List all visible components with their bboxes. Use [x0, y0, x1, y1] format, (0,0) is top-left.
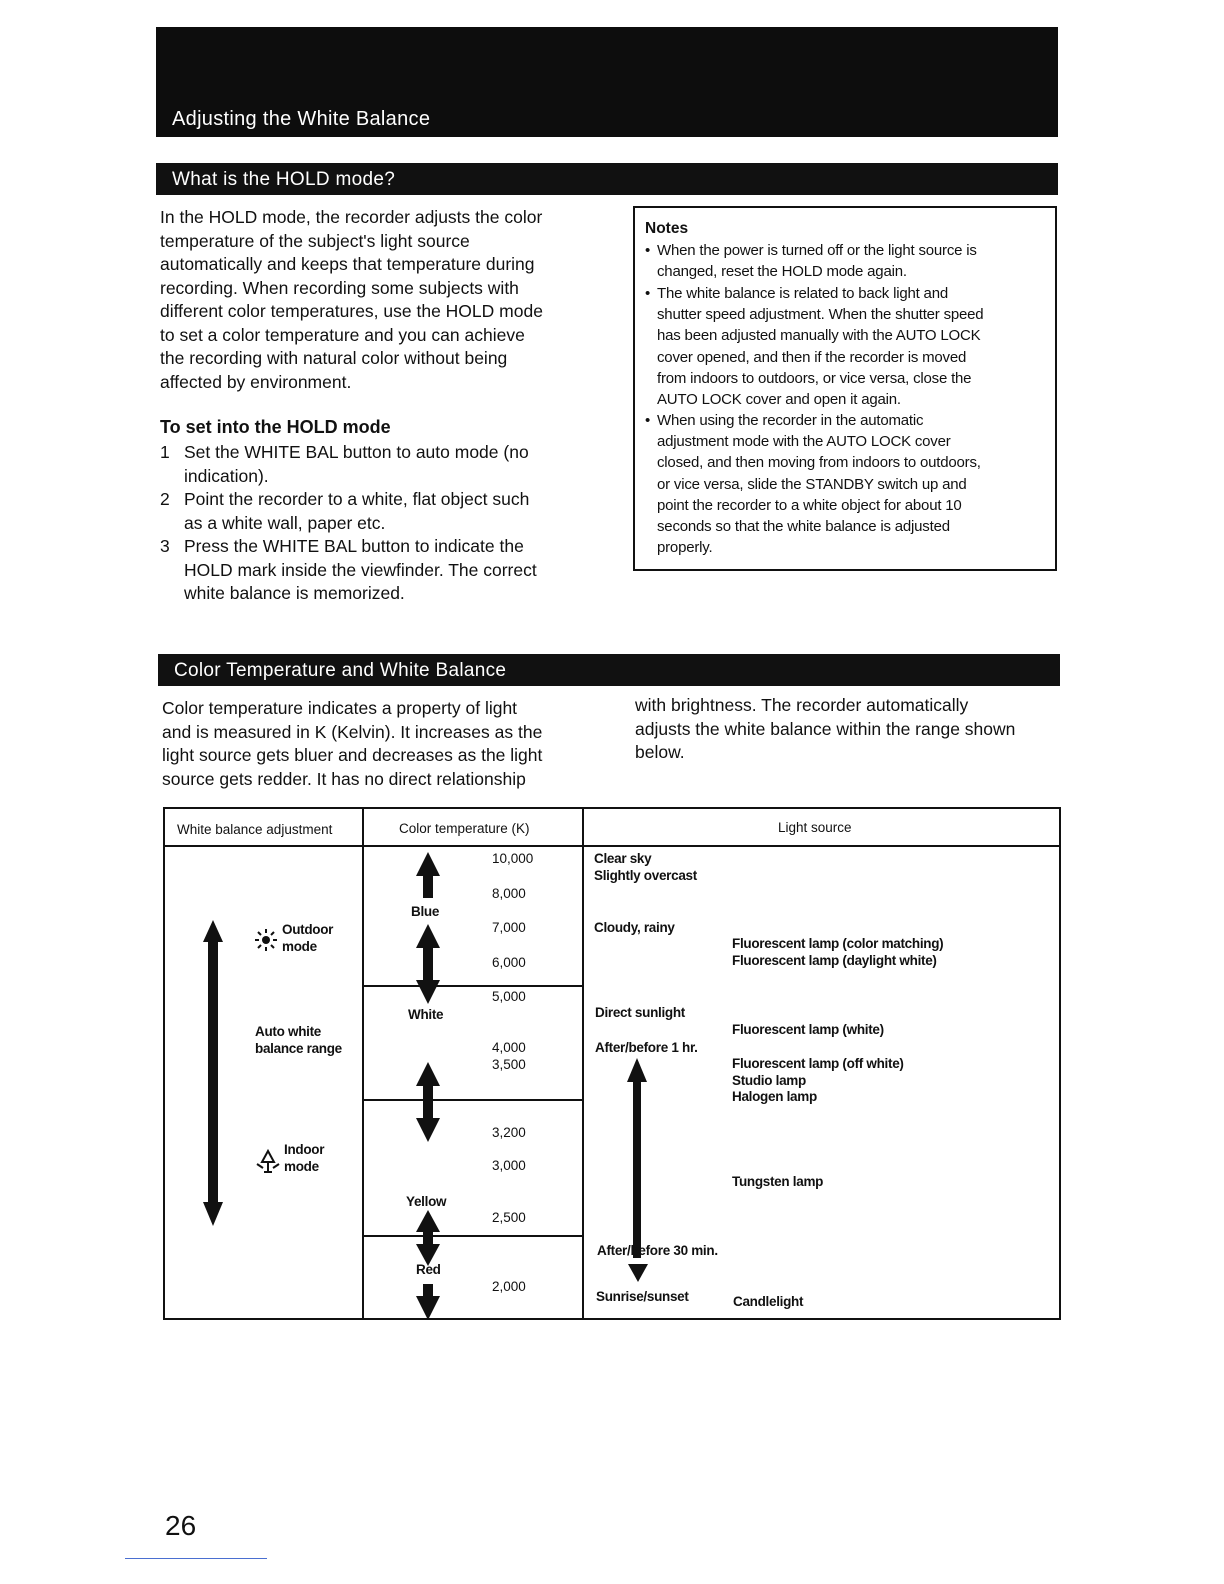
- down-arrow-icon: [628, 1262, 648, 1282]
- hold-steps-subheading: To set into the HOLD mode: [160, 417, 391, 437]
- blue-up-arrow-icon: [414, 852, 442, 900]
- step-number: 3: [160, 536, 170, 556]
- temp-value: 3,000: [492, 1158, 526, 1173]
- source-candlelight: Candlelight: [733, 1294, 804, 1309]
- source-direct-sunlight: Direct sunlight: [595, 1005, 686, 1020]
- step-number: 2: [160, 489, 170, 509]
- section-heading-hold: What is the HOLD mode?: [172, 169, 396, 190]
- temp-value: 3,200: [492, 1125, 526, 1140]
- blue-white-double-arrow-icon: [414, 924, 442, 1004]
- temp-value: 6,000: [492, 955, 526, 970]
- table-header-rule: [163, 845, 1061, 847]
- indoor-mode-label: Indoor mode: [284, 1142, 325, 1174]
- bullet-icon: •: [645, 412, 651, 429]
- auto-range-label: Auto white balance range: [255, 1024, 342, 1056]
- red-down-arrow-icon: [414, 1284, 442, 1320]
- color-text-right: with brightness. The recorder automatically adjusts the white balance within the range shown below.: [635, 695, 1016, 762]
- table-row-rule: [364, 1235, 582, 1237]
- note-text: When using the recorder in the automatic adjustment mode with the AUTO LOCK cover closed, and then moving from indoors to outdoors, or vice versa, slide the STANDBY switch up and point the recorder to a white object for about 10 seconds so that the white balance is adjusted properly.: [657, 412, 981, 557]
- hold-intro-text: In the HOLD mode, the recorder adjusts the color temperature of the subject's light source automatically and keeps that temperature during recording. When recording some subjects with different color temperatures, use the HOLD mode to set a color temperature and you can achieve the recording with natural color without being affected by environment.: [160, 207, 543, 392]
- source-fluorescent-off-white: Fluorescent lamp (off white) Studio lamp Halogen lamp: [732, 1056, 904, 1104]
- source-after-1hr: After/before 1 hr.: [595, 1040, 698, 1055]
- page-title: Adjusting the White Balance: [172, 108, 431, 130]
- note-item: [645, 283, 983, 410]
- temp-value: 2,500: [492, 1210, 526, 1225]
- white-yellow-double-arrow-icon: [414, 1062, 442, 1142]
- temp-value: 4,000: [492, 1040, 526, 1055]
- step-text: Set the WHITE BAL button to auto mode (no indication).: [184, 442, 529, 486]
- header-color-temperature: Color temperature (K): [399, 821, 530, 836]
- page-number: 26: [165, 1510, 197, 1541]
- bullet-icon: •: [645, 242, 651, 259]
- source-tungsten: Tungsten lamp: [732, 1174, 824, 1189]
- footer-rule: [125, 1558, 267, 1559]
- table-divider: [362, 807, 364, 1320]
- source-cloudy: Cloudy, rainy: [594, 920, 675, 935]
- outdoor-mode-label: Outdoor mode: [282, 922, 334, 954]
- temp-value: 10,000: [492, 851, 534, 866]
- sun-icon: [254, 928, 278, 952]
- source-after-30min: After/before 30 min.: [597, 1243, 718, 1258]
- color-label-red: Red: [416, 1262, 441, 1277]
- source-clear-sky: Clear sky Slightly overcast: [594, 851, 697, 883]
- temp-value: 8,000: [492, 886, 526, 901]
- source-sunrise-sunset: Sunrise/sunset: [596, 1289, 689, 1304]
- color-label-yellow: Yellow: [406, 1194, 447, 1209]
- header-white-balance: White balance adjustment: [177, 822, 333, 837]
- color-label-blue: Blue: [411, 904, 440, 919]
- step-3: [160, 535, 610, 606]
- temp-value: 3,500: [492, 1057, 526, 1072]
- color-label-white: White: [408, 1007, 444, 1022]
- source-fluorescent-white: Fluorescent lamp (white): [732, 1022, 884, 1037]
- note-item: [645, 240, 977, 282]
- temp-value: 7,000: [492, 920, 526, 935]
- note-text: When the power is turned off or the light source is changed, reset the HOLD mode again.: [657, 242, 977, 281]
- table-row-rule: [364, 1099, 582, 1101]
- table-divider: [582, 807, 584, 1320]
- step-2: [160, 488, 610, 535]
- bullet-icon: •: [645, 285, 651, 302]
- note-text: The white balance is related to back light and shutter speed adjustment. When the shutter speed has been adjusted manually with the AUTO LOCK cover opened, and then if the recorder is moved from indoors to outdoors, or vice versa, close the AUTO LOCK cover and open it again.: [657, 285, 984, 409]
- notes-box: [633, 206, 1057, 571]
- auto-range-arrow-icon: [200, 920, 226, 1226]
- yellow-red-double-arrow-icon: [414, 1210, 442, 1266]
- step-text: Press the WHITE BAL button to indicate the HOLD mark inside the viewfinder. The correct white balance is memorized.: [184, 536, 537, 603]
- header-light-source: Light source: [778, 820, 852, 835]
- lamp-icon: [254, 1148, 282, 1174]
- source-fluorescent-daylight: Fluorescent lamp (color matching) Fluorescent lamp (daylight white): [732, 936, 944, 968]
- step-1: [160, 441, 610, 488]
- step-number: 1: [160, 442, 170, 462]
- table-row-rule: [364, 985, 582, 987]
- color-text-left: Color temperature indicates a property of light and is measured in K (Kelvin). It increases as the light source gets bluer and decreases as the light source gets redder. It has no direct relationship: [162, 698, 543, 789]
- temp-value: 5,000: [492, 989, 526, 1004]
- notes-title: Notes: [645, 220, 689, 237]
- section-heading-color: Color Temperature and White Balance: [174, 660, 507, 681]
- step-text: Point the recorder to a white, flat object such as a white wall, paper etc.: [184, 489, 530, 533]
- note-item: [645, 410, 981, 558]
- temp-value: 2,000: [492, 1279, 526, 1294]
